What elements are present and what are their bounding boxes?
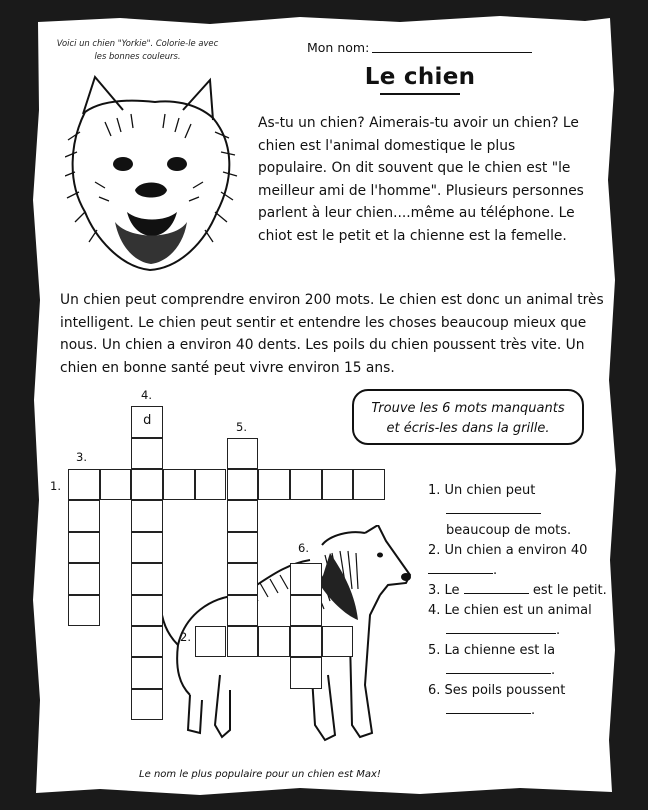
clue-text: Le chien est un animal (444, 603, 592, 618)
cw-cell[interactable] (353, 469, 385, 500)
instruction-line-1: Trouve les 6 mots manquants (371, 401, 565, 416)
cw-cell[interactable] (131, 626, 163, 657)
clue-text: Un chien peut (444, 483, 536, 498)
cw-cell[interactable] (68, 469, 100, 500)
cw-cell[interactable] (290, 626, 322, 657)
answer-blank[interactable] (446, 673, 551, 674)
clue-text: Le (444, 583, 460, 598)
cw-cell[interactable] (290, 469, 322, 500)
cw-cell[interactable] (227, 438, 259, 469)
cw-cell[interactable] (227, 595, 259, 626)
clue-text-end: . (556, 623, 561, 638)
clue-text: La chienne est la (444, 643, 556, 658)
clue-text-end: . (531, 703, 536, 718)
cw-number-3: 3. (76, 450, 87, 464)
cw-cell[interactable] (131, 595, 163, 626)
footer-fact: Le nom le plus populaire pour un chien est Max! (139, 769, 381, 780)
clue-number: 3. (428, 583, 441, 598)
answer-blank[interactable] (446, 513, 541, 514)
cw-number-2: 2. (180, 630, 191, 644)
cw-cell[interactable] (68, 532, 100, 563)
cw-given-letter: d (143, 413, 152, 428)
clue-text-end: . (493, 563, 498, 578)
cw-cell[interactable] (227, 500, 259, 531)
facts-paragraph: Un chien peut comprendre environ 200 mots. Le chien est donc un animal très intelligent. Le chien peut sentir et entendre les choses beaucoup mieux que nous. Un chien a environ 40 dents. Les poils du chien poussent très vite. Un chien en bonne santé peut vivre environ 15 ans. (60, 292, 604, 376)
page-number: 3 (589, 768, 599, 783)
cw-cell[interactable] (100, 469, 132, 500)
intro-paragraph: As-tu un chien? Aimerais-tu avoir un chien? Le chien est l'animal domestique le plus populaire. On dit souvent que le chien est "le meilleur ami de l'homme". Plusieurs personnes parlent à leur chien....même au téléphone. Le chiot est le petit et la chienne est la femelle. (258, 115, 584, 244)
clue-2 (428, 541, 608, 581)
clue-3 (428, 581, 608, 601)
clue-text: Ses poils poussent (444, 683, 566, 698)
cw-number-6: 6. (298, 541, 309, 555)
clue-number: 4. (428, 603, 441, 618)
clue-number: 1. (428, 483, 441, 498)
clue-number: 2. (428, 543, 441, 558)
cw-cell[interactable] (195, 469, 227, 500)
cw-cell[interactable] (131, 500, 163, 531)
cw-cell[interactable] (258, 626, 290, 657)
cw-cell[interactable] (195, 626, 227, 657)
cw-number-4: 4. (141, 388, 152, 402)
cw-cell[interactable] (290, 563, 322, 594)
cw-cell[interactable] (227, 626, 259, 657)
answer-blank[interactable] (464, 593, 529, 594)
cw-cell[interactable] (131, 563, 163, 594)
name-label: Mon nom: (307, 40, 370, 55)
clue-5 (428, 641, 608, 681)
clue-number: 5. (428, 643, 441, 658)
answer-blank[interactable] (446, 713, 531, 714)
cw-cell[interactable] (163, 469, 195, 500)
clue-6 (428, 681, 608, 721)
cw-cell[interactable] (131, 689, 163, 720)
clue-1 (428, 481, 608, 541)
cw-cell[interactable] (131, 438, 163, 469)
cw-cell[interactable] (68, 500, 100, 531)
cw-cell[interactable] (322, 469, 354, 500)
cw-number-5: 5. (236, 420, 247, 434)
clue-list (428, 481, 608, 721)
clue-text-end: beaucoup de mots. (446, 523, 572, 538)
cw-cell[interactable] (131, 469, 163, 500)
cw-cell[interactable] (131, 532, 163, 563)
cw-cell[interactable] (290, 657, 322, 688)
cw-cell[interactable] (227, 563, 259, 594)
clue-text-end: est le petit. (532, 583, 607, 598)
cw-cell[interactable] (68, 563, 100, 594)
cw-number-1: 1. (50, 479, 61, 493)
cw-cell[interactable] (258, 469, 290, 500)
clue-number: 6. (428, 683, 441, 698)
clue-text: Un chien a environ 40 (444, 543, 588, 558)
cw-cell[interactable] (68, 595, 100, 626)
cw-cell[interactable] (227, 469, 259, 500)
answer-blank[interactable] (428, 573, 493, 574)
answer-blank[interactable] (446, 633, 556, 634)
coloring-note: Voici un chien "Yorkie". Colorie-le avec les bonnes couleurs. (56, 38, 219, 61)
page-title: Le chien (364, 64, 476, 90)
clue-4 (428, 601, 608, 641)
clue-text-end: . (551, 663, 556, 678)
cw-cell[interactable] (290, 595, 322, 626)
cw-cell[interactable] (131, 657, 163, 688)
cw-cell[interactable] (322, 626, 354, 657)
instruction-line-2: et écris-les dans la grille. (386, 421, 550, 436)
cw-cell[interactable] (227, 532, 259, 563)
